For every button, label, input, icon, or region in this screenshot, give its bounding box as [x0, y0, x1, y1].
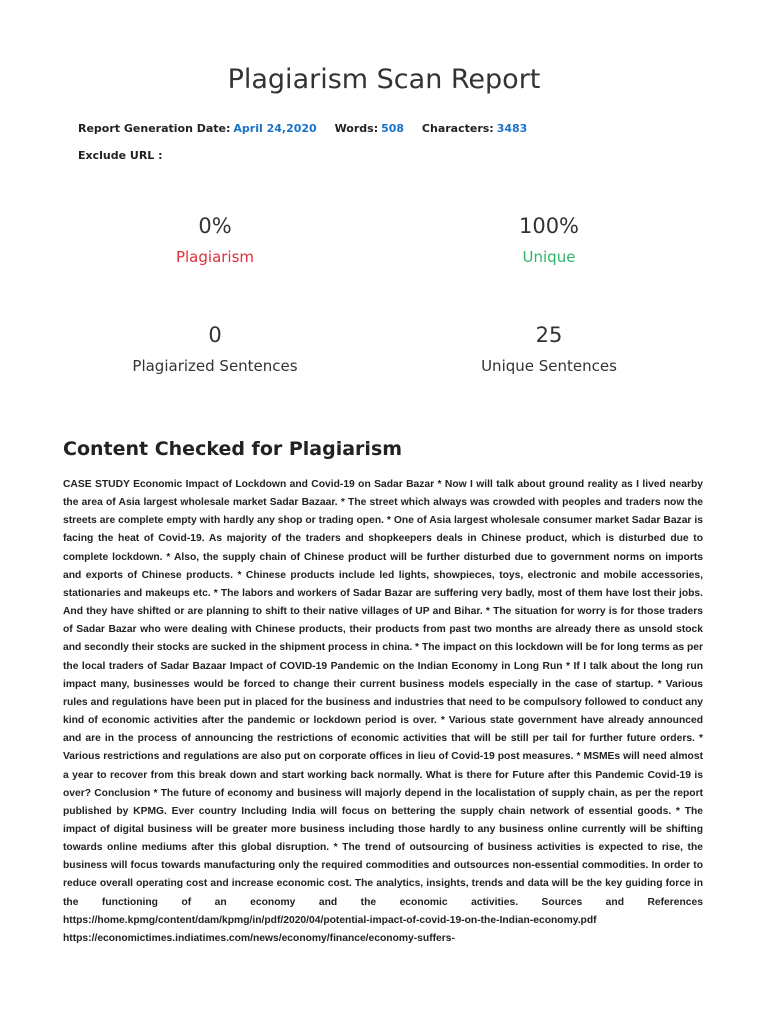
page-title: Plagiarism Scan Report — [227, 64, 541, 95]
section-title: Content Checked for Plagiarism — [63, 438, 403, 460]
plagiarism-percentage: 0% — [198, 214, 232, 238]
characters-value: 3483 — [496, 122, 528, 135]
plagiarized-sentences-count: 0 — [208, 323, 222, 347]
unique-stat — [424, 214, 674, 266]
report-meta — [78, 122, 527, 135]
unique-percentage: 100% — [518, 214, 580, 238]
date-value: April 24,2020 — [233, 122, 317, 135]
unique-sentences-label: Unique Sentences — [481, 357, 617, 375]
plagiarized-sentences-stat — [90, 323, 340, 375]
plagiarism-stat — [90, 214, 340, 266]
content-text: CASE STUDY Economic Impact of Lockdown and Covid-19 on Sadar Bazar * Now I will talk about ground reality as I lived nearby the area of Asia largest wholesale market Sadar Bazaar. * The street which always was crowded with peoples and traders now the streets are complete empty with hardly any shop or trading open. * One of Asia largest wholesale consumer market Sadar Bazar is facing the heat of Covid-19. As majority of the traders and shopkeepers deals in Chinese product, which is disturbed due to complete lockdown. * Also, the supply chain of Chinese product will be further disturbed due to government norms on imports and exports of Chinese products. * Chinese products include led lights, showpieces, toys, electronic and mobile accessories, stationaries and makeups etc. * The labors and workers of Sadar Bazar are suffering very badly, most of them have lost their jobs. And they have shifted or are planning to shift to their native villages of UP and Bihar. * The situation for worry is for those traders of Sadar Bazar who were dealing with Chinese products, their products from past two months are already there as unsold stock and secondly their stocks are sucked in the shipment process in china. * The impact on this lockdown will be for long terms as per the local traders of Sadar Bazaar Impact of COVID-19 Pandemic on the Indian Economy in Long Run * If I talk about the long run impact many, businesses would be forced to change their current business models especially in the case of startup. * Various rules and regulations have been put in placed for the business and industries that need to be compulsory followed to conduct any kind of economic activities after the pandemic or lockdown period is over. * Various state government have already announced and are in the process of announcing the restrictions of economic activities that will be still per tail for further future orders. * Various restrictions and regulations are also put on corporate offices in lieu of Covid-19 post measures. * MSMEs will need almost a year to recover from this break down and start working back normally. What is there for Future after this Pandemic Covid-19 is over? Conclusion * The future of economy and business will majorly depend in the localistation of supply chain, as per the report published by KPMG. Ever country Including India will focus on bettering the supply chain network of essential goods. * The impact of digital business will be greater more business including those hardly to any business online currently will be shifting towards online mediums after this global disruption. * The trend of outsourcing of business activities is expected to rise, the business will focus towards manufacturing only the required commodities and outsources non-essential commodities. In order to reduce overall operating cost and increase economic cost. The analytics, insights, trends and data will be the key guiding force in the functioning of an economy and the economic activities. Sources and References https://home.kpmg/content/dam/kpmg/in/pdf/2020/04/potential-impact-of-covid-19-on-the-Indian-economy.pdf https://economictimes.indiatimes.com/news/economy/finance/economy-suffers- — [63, 479, 703, 944]
unique-sentences-stat — [424, 323, 674, 375]
plagiarism-label: Plagiarism — [175, 248, 255, 266]
characters-label: Characters: — [421, 122, 494, 135]
checked-content — [63, 476, 703, 996]
exclude-url-label: Exclude URL : — [78, 149, 163, 162]
date-label: Report Generation Date: — [78, 122, 231, 135]
unique-sentences-count: 25 — [535, 323, 563, 347]
unique-label: Unique — [522, 248, 576, 266]
words-label: Words: — [334, 122, 379, 135]
plagiarized-sentences-label: Plagiarized Sentences — [132, 357, 298, 375]
words-value: 508 — [381, 122, 405, 135]
